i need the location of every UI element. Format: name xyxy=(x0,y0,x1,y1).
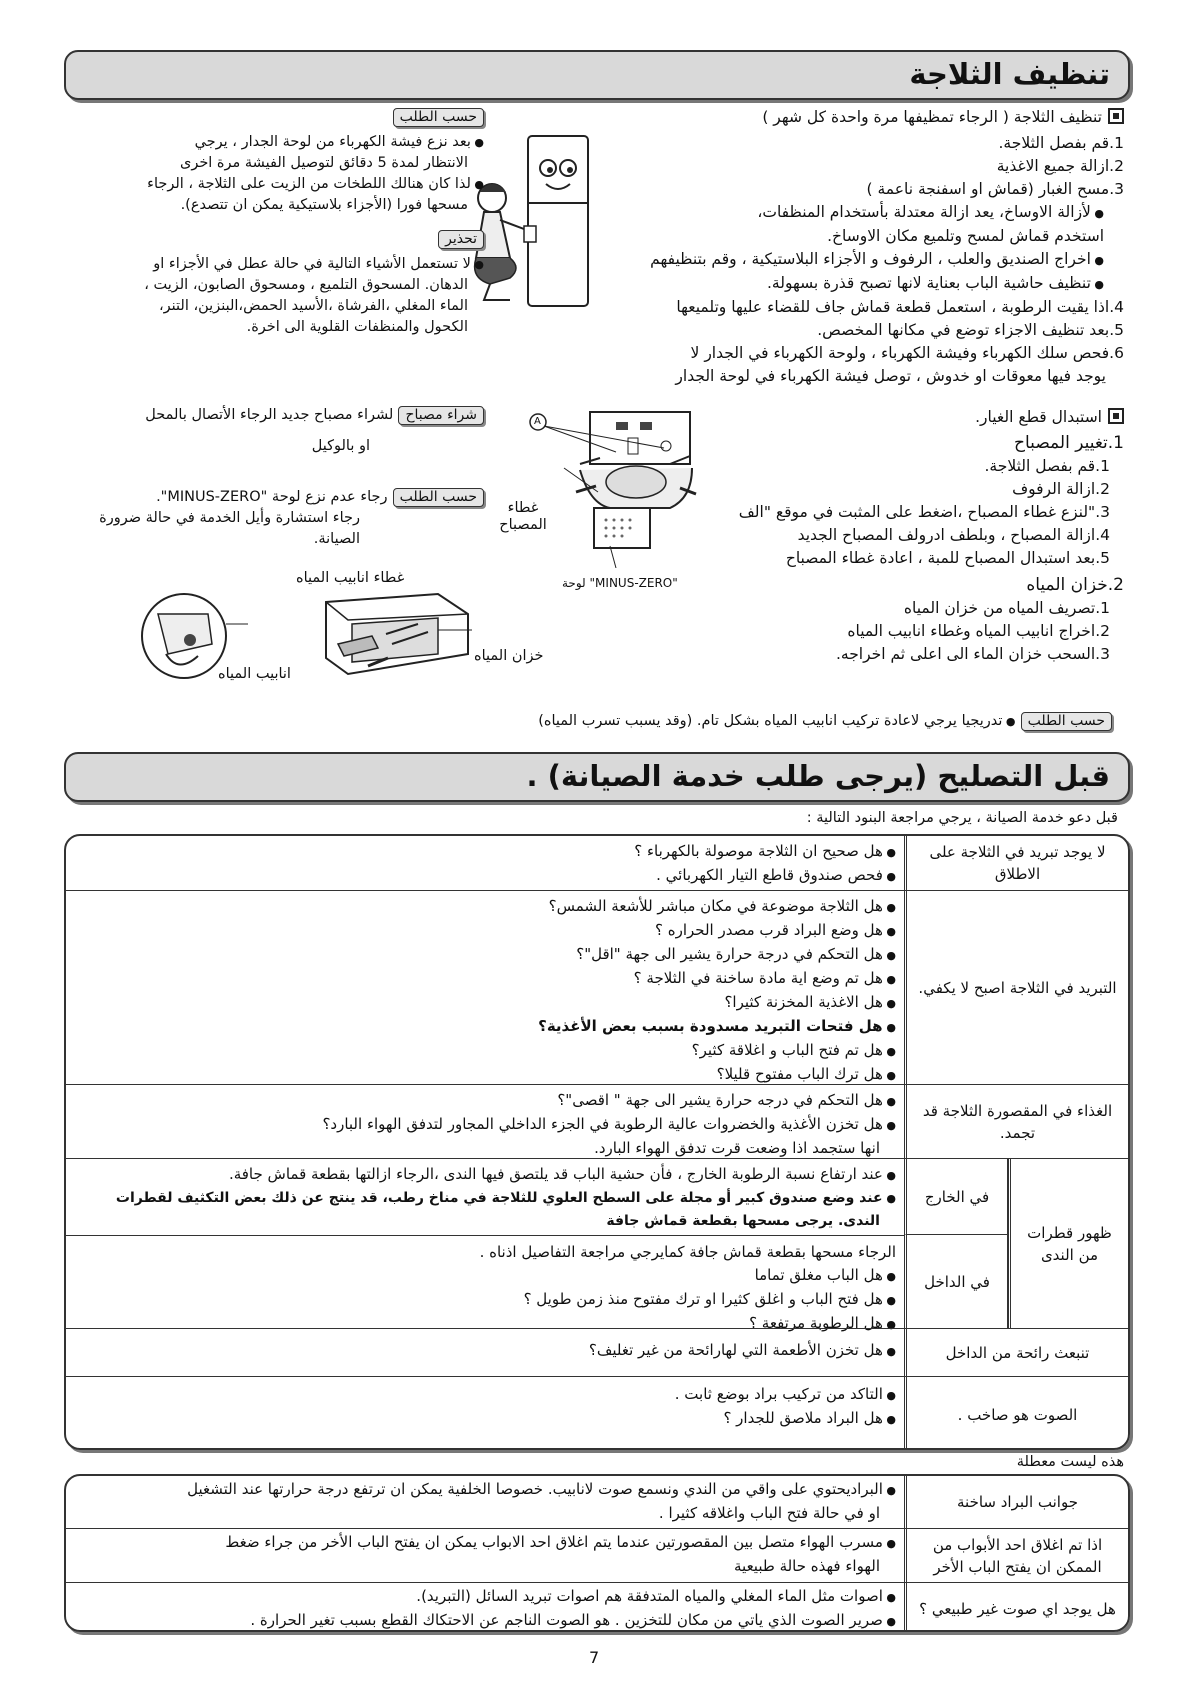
check-item: ● هل تخزن الأغذية والخضروات عالية الرطوبة في الجزء الداخلي المجاور لتدفق الهواء البارد؟ xyxy=(322,1113,896,1137)
issue-cell: اذا تم اغلاق احد الأبواب من الممكن ان يفتح الباب الأخر xyxy=(904,1529,1128,1582)
lamp-title: 1.تغيير المصباح xyxy=(1014,433,1124,453)
checks-cell xyxy=(675,1377,896,1431)
request-line: مسحها فورا (الأجزاء بلاستيكية يمكن ان تتصدع). xyxy=(180,197,468,213)
check-item: ● هل وضع البراد قرب مصدر الحراره ؟ xyxy=(538,919,896,943)
water-tank-illustration xyxy=(138,584,478,694)
check-item: الندى. يرجى مسحها بقطعة قماش جافة xyxy=(606,1213,880,1229)
request-lines xyxy=(147,132,484,216)
page-number: 7 xyxy=(589,1648,600,1667)
request-line: الانتظار لمدة 5 دقائق لتوصيل الفيشة مرة اخرى xyxy=(179,155,468,171)
issue-cell: لا يوجد تبريد في الثلاجة على الاطلاق xyxy=(904,836,1128,890)
normal-conditions-table xyxy=(64,1474,1130,1632)
lamp-step: 2.ازالة الرفوف xyxy=(1012,480,1110,498)
check-item: الرجاء مسحها بقطعة قماش جافة كمايرجي مراجعة التفاصيل اذناه . xyxy=(479,1243,896,1261)
step-3c: ● تنظيف حاشية الباب بعناية لانها تصبح قذرة بسهولة. xyxy=(654,272,1124,296)
minus-zero-line: رجاء استشارة وأيل الخدمة في حالة ضرورة xyxy=(99,510,360,526)
check-item: ● صرير الصوت الذي ياتي من مكان للتخزين . هو الصوت الناجم عن الاحتكاك القطع بسبب تغير الحرارة . xyxy=(250,1609,896,1632)
issue-cell: الصوت هو صاخب . xyxy=(904,1377,1128,1450)
check-item: ● هل التحكم في درجه حرارة يشير الى جهة " اقصى"؟ xyxy=(322,1089,896,1113)
step-3a-cont: استخدم قماش لمسح وتلميع مكان الاوساخ. xyxy=(827,227,1104,245)
not-faulty-label: هذه ليست معطلة xyxy=(1016,1454,1124,1470)
lamp-step: 3."لنزع غطاء المصباح ،اضغط على المثبت في موقع "الف xyxy=(738,503,1110,521)
request-line: ● بعد نزع فيشة الكهرباء من لوحة الجدار ، يرجي xyxy=(147,132,484,153)
check-item: ● اصوات مثل الماء المغلي والمياه المتدفقة هم اصوات تبريد السائل (التبريد). xyxy=(250,1585,896,1609)
check-item: ● عند وضع صندوق كبير أو مجلة على السطح العلوي للثلاجة في مناخ رطب، قد ينتج عن ذلك بعض التكثيف لقطرات xyxy=(116,1187,896,1210)
table-row xyxy=(66,836,1128,890)
buy-lamp-line: او بالوكيل xyxy=(311,438,370,454)
check-item: ● هل تم وضع اية مادة ساخنة في الثلاجة ؟ xyxy=(538,967,896,991)
pipe-cover-label: غطاء انابيب المياه xyxy=(296,570,405,586)
table-row xyxy=(66,1328,1128,1376)
issue-cell: هل يوجد اي صوت غير طبيعي ؟ xyxy=(904,1583,1128,1632)
checks-cell xyxy=(187,1476,896,1525)
section-title-text: تنظيف الثلاجة xyxy=(909,57,1110,91)
repair-intro: قبل دعو خدمة الصيانة ، يرجي مراجعة البنود التالية : xyxy=(806,810,1118,826)
table-row xyxy=(66,1376,1128,1450)
step-2: 2.ازالة جميع الاغذية xyxy=(996,157,1124,175)
gradual-note xyxy=(538,710,1112,732)
lamp-cover-label: غطاء المصباح xyxy=(499,500,547,533)
issue-cell: ظهور قطرات من الندى xyxy=(1008,1159,1128,1328)
table-row xyxy=(66,1476,1128,1528)
gradual-text: ● تدريجيا يرجي لاعادة تركيب انابيب المياه بشكل تام. (وقد يسبب تسرب المياه) xyxy=(538,713,1015,729)
check-item: ● البراديحتوي على واقي من الندي ونسمع صوت لانابيب. خصوصا الخلفية يمكن ان ترتفع درجة حرارتها عند التشغيل xyxy=(187,1478,896,1502)
parts-heading: استبدال قطع الغيار. xyxy=(975,406,1124,429)
label-a: A xyxy=(534,416,541,427)
check-item: ● هل ترك الباب مفتوح قليلا؟ xyxy=(538,1063,896,1087)
checks-cell xyxy=(116,1159,896,1233)
checks-cell xyxy=(589,1329,896,1363)
square-bullet-icon xyxy=(1108,108,1124,124)
table-row xyxy=(66,1528,1128,1582)
warning-lines xyxy=(144,254,484,338)
check-item: ● هل التحكم في درجة حرارة يشير الى جهة "اقل"؟ xyxy=(538,943,896,967)
issue-cell: تنبعث رائحة من الداخل xyxy=(904,1329,1128,1376)
table-row xyxy=(66,1582,1128,1632)
issue-cell: الغذاء في المقصورة الثلاجة قد تجمد. xyxy=(904,1085,1128,1158)
step-3: 3.مسح الغبار (قماش او اسفنجة ناعمة ) xyxy=(866,180,1124,198)
check-item: ● هل البراد ملاصق للجدار ؟ xyxy=(675,1407,896,1431)
step-1: 1.قم بفصل الثلاجة. xyxy=(998,134,1124,152)
table-row xyxy=(66,1158,1128,1332)
check-item: او في حالة فتح الباب واغلاقه كثيرا . xyxy=(658,1504,880,1522)
lamp-steps xyxy=(739,432,1124,666)
tank-step: 1.تصريف المياه من خزان المياه xyxy=(903,599,1110,617)
tank-title: 2.خزان المياه xyxy=(1026,575,1124,595)
tank-label: خزان المياه xyxy=(474,648,544,664)
request-tag: حسب الطلب xyxy=(393,108,484,127)
check-item: ● هل الباب مغلق تماما xyxy=(480,1264,896,1288)
troubleshooting-table xyxy=(64,834,1130,1450)
request-line: ● لذا كان هنالك اللطخات من الزيت على الثلاجة ، الرجاء xyxy=(147,174,484,195)
lamp-step: 1.قم بفصل الثلاجة. xyxy=(984,457,1110,475)
check-item: ● هل تم فتح الباب و اغلاقة كثير؟ xyxy=(538,1039,896,1063)
buy-lamp-note xyxy=(145,404,484,426)
step-3b: ● اخراج الصنديق والعلب ، الرفوف و الأجزاء البلاستيكية ، وقم بتنظيفهم xyxy=(654,248,1124,272)
buy-lamp-tag: شراء مصباح xyxy=(398,406,484,425)
check-item: انها ستجمد اذا وضعت قرت تدفق الهواء البارد. xyxy=(594,1139,880,1157)
tank-step: 2.اخراج انابيب المياه وغطاء انابيب المياه xyxy=(847,622,1110,640)
checks-cell xyxy=(225,1529,896,1578)
check-item: ● التاكد من تركيب براد بوضع ثابت . xyxy=(675,1383,896,1407)
warning-line: الماء المغلي ،الفرشاة ،الأسيد الحمض،البنزين، التنر، xyxy=(158,298,468,314)
step-6-cont: يوجد فيها معوقات او خدوش ، توصل فيشة الكهرباء في لوحة الجدار xyxy=(675,367,1106,385)
step-4: 4.اذا يقيت الرطوبة ، استعمل قطعة قماش جاف للقضاء عليها وتلميعها xyxy=(676,298,1124,316)
sub-issue-outside: في الخارج xyxy=(904,1159,1008,1235)
checks-cell xyxy=(250,1583,896,1632)
table-row xyxy=(66,1084,1128,1158)
step-6: 6.فحص سلك الكهرباء وفيشة الكهرباء ، ولوحة الكهرباء في الجدار لا xyxy=(690,344,1124,362)
check-item: ● عند ارتفاع نسبة الرطوبة الخارج ، فأن حشية الباب قد يلتصق فيها الندى ،الرجاء ازالتها بقطعة قماش جافة. xyxy=(116,1163,896,1187)
tank-step: 3.السحب خزان الماء الى اعلى ثم اخراجه. xyxy=(835,645,1110,663)
sub-issue-inside: في الداخل xyxy=(904,1235,1008,1329)
section-title-text: قبل التصليح (يرجى طلب خدمة الصيانة) . xyxy=(526,759,1110,793)
warning-line: الكحول والمنظفات القلوية الى اخرة. xyxy=(246,319,468,335)
check-item: ● هل صحيح ان الثلاجة موصولة بالكهرباء ؟ xyxy=(634,840,896,864)
pipes-label: انابيب المياه xyxy=(218,666,291,682)
lamp-replacement-illustration xyxy=(520,408,710,568)
minus-zero-lines xyxy=(99,508,360,550)
minus-zero-note xyxy=(156,486,484,508)
table-row xyxy=(66,890,1128,1084)
check-item: ● هل الرطوبة مرتفعة ؟ xyxy=(480,1312,896,1336)
check-item: ● هل الثلاجة موضوعة في مكان مباشر للأشعة الشمس؟ xyxy=(538,895,896,919)
minus-zero-line: رجاء عدم نزع لوحة "MINUS-ZERO". xyxy=(156,489,388,505)
checks-cell xyxy=(634,836,896,888)
section-title-cleaning xyxy=(64,50,1130,100)
check-item: الهواء فهذه حالة طبيعية xyxy=(734,1557,880,1575)
divider xyxy=(66,1235,904,1236)
check-item: ● فحص صندوق قاطع التيار الكهربائي . xyxy=(634,864,896,888)
checks-cell xyxy=(480,1237,896,1336)
refrigerator-cleaning-illustration xyxy=(470,128,610,318)
checks-cell xyxy=(322,1085,896,1160)
check-item: ● هل فتح الباب و اغلق كثيرا او ترك مفتوح منذ زمن طويل ؟ xyxy=(480,1288,896,1312)
warning-note xyxy=(438,228,484,249)
issue-cell: التبريد في الثلاجة اصبح لا يكفي. xyxy=(904,891,1128,1084)
minus-zero-tag: حسب الطلب xyxy=(393,488,484,507)
check-item: ● هل الاغذية المخزنة كثيرا؟ xyxy=(538,991,896,1015)
square-bullet-icon xyxy=(1108,408,1124,424)
warning-line: الدهان. المسحوق التلميع ، ومسحوق الصابون، الزيت ، xyxy=(144,277,468,293)
buy-lamp-line: لشراء مصباح جديد الرجاء الأتصال بالمحل xyxy=(145,407,394,423)
check-item: ● هل فتحات التبريد مسدودة بسبب بعض الأغذية؟ xyxy=(538,1015,896,1039)
gradual-tag: حسب الطلب xyxy=(1021,712,1112,731)
check-item: ● مسرب الهواء متصل بين المقصورتين عندما يتم اغلاق احد الابواب يمكن ان يفتح الباب الأخر من جراء ضغط xyxy=(225,1531,896,1555)
request-note xyxy=(393,106,484,127)
checks-cell xyxy=(538,891,896,1087)
minus-zero-line: الصيانة. xyxy=(313,531,360,547)
warning-tag: تحذير xyxy=(438,230,484,249)
check-item: ● هل تخزن الأطعمة التي لهارائحة من غير تغليف؟ xyxy=(589,1339,896,1363)
cleaning-steps xyxy=(650,132,1124,388)
step-3a: ● لأزالة الاوساخ، يعد ازالة معتدلة بأستخدام المنظفات، xyxy=(654,201,1124,225)
cleaning-heading: تنظيف الثلاجة ( الرجاء تمظيفها مرة واحدة كل شهر ) xyxy=(762,106,1124,129)
minus-zero-label: "MINUS-ZERO" لوحة xyxy=(562,576,678,590)
lamp-step: 4.ازالة المصباح ، وبلطف ادرولف المصباح الجديد xyxy=(797,526,1110,544)
lamp-step: 5.بعد استبدال المصباح للمبة ، اعادة غطاء المصباح xyxy=(785,549,1110,567)
issue-cell: جوانب البراد ساخنة xyxy=(904,1476,1128,1528)
warning-line: ● لا تستعمل الأشياء التالية في حالة عطل في الأجزاء او xyxy=(144,254,484,275)
step-5: 5.بعد تنظيف الاجزاء توضع في مكانها المخصص. xyxy=(817,321,1124,339)
section-title-before-repair xyxy=(64,752,1130,802)
